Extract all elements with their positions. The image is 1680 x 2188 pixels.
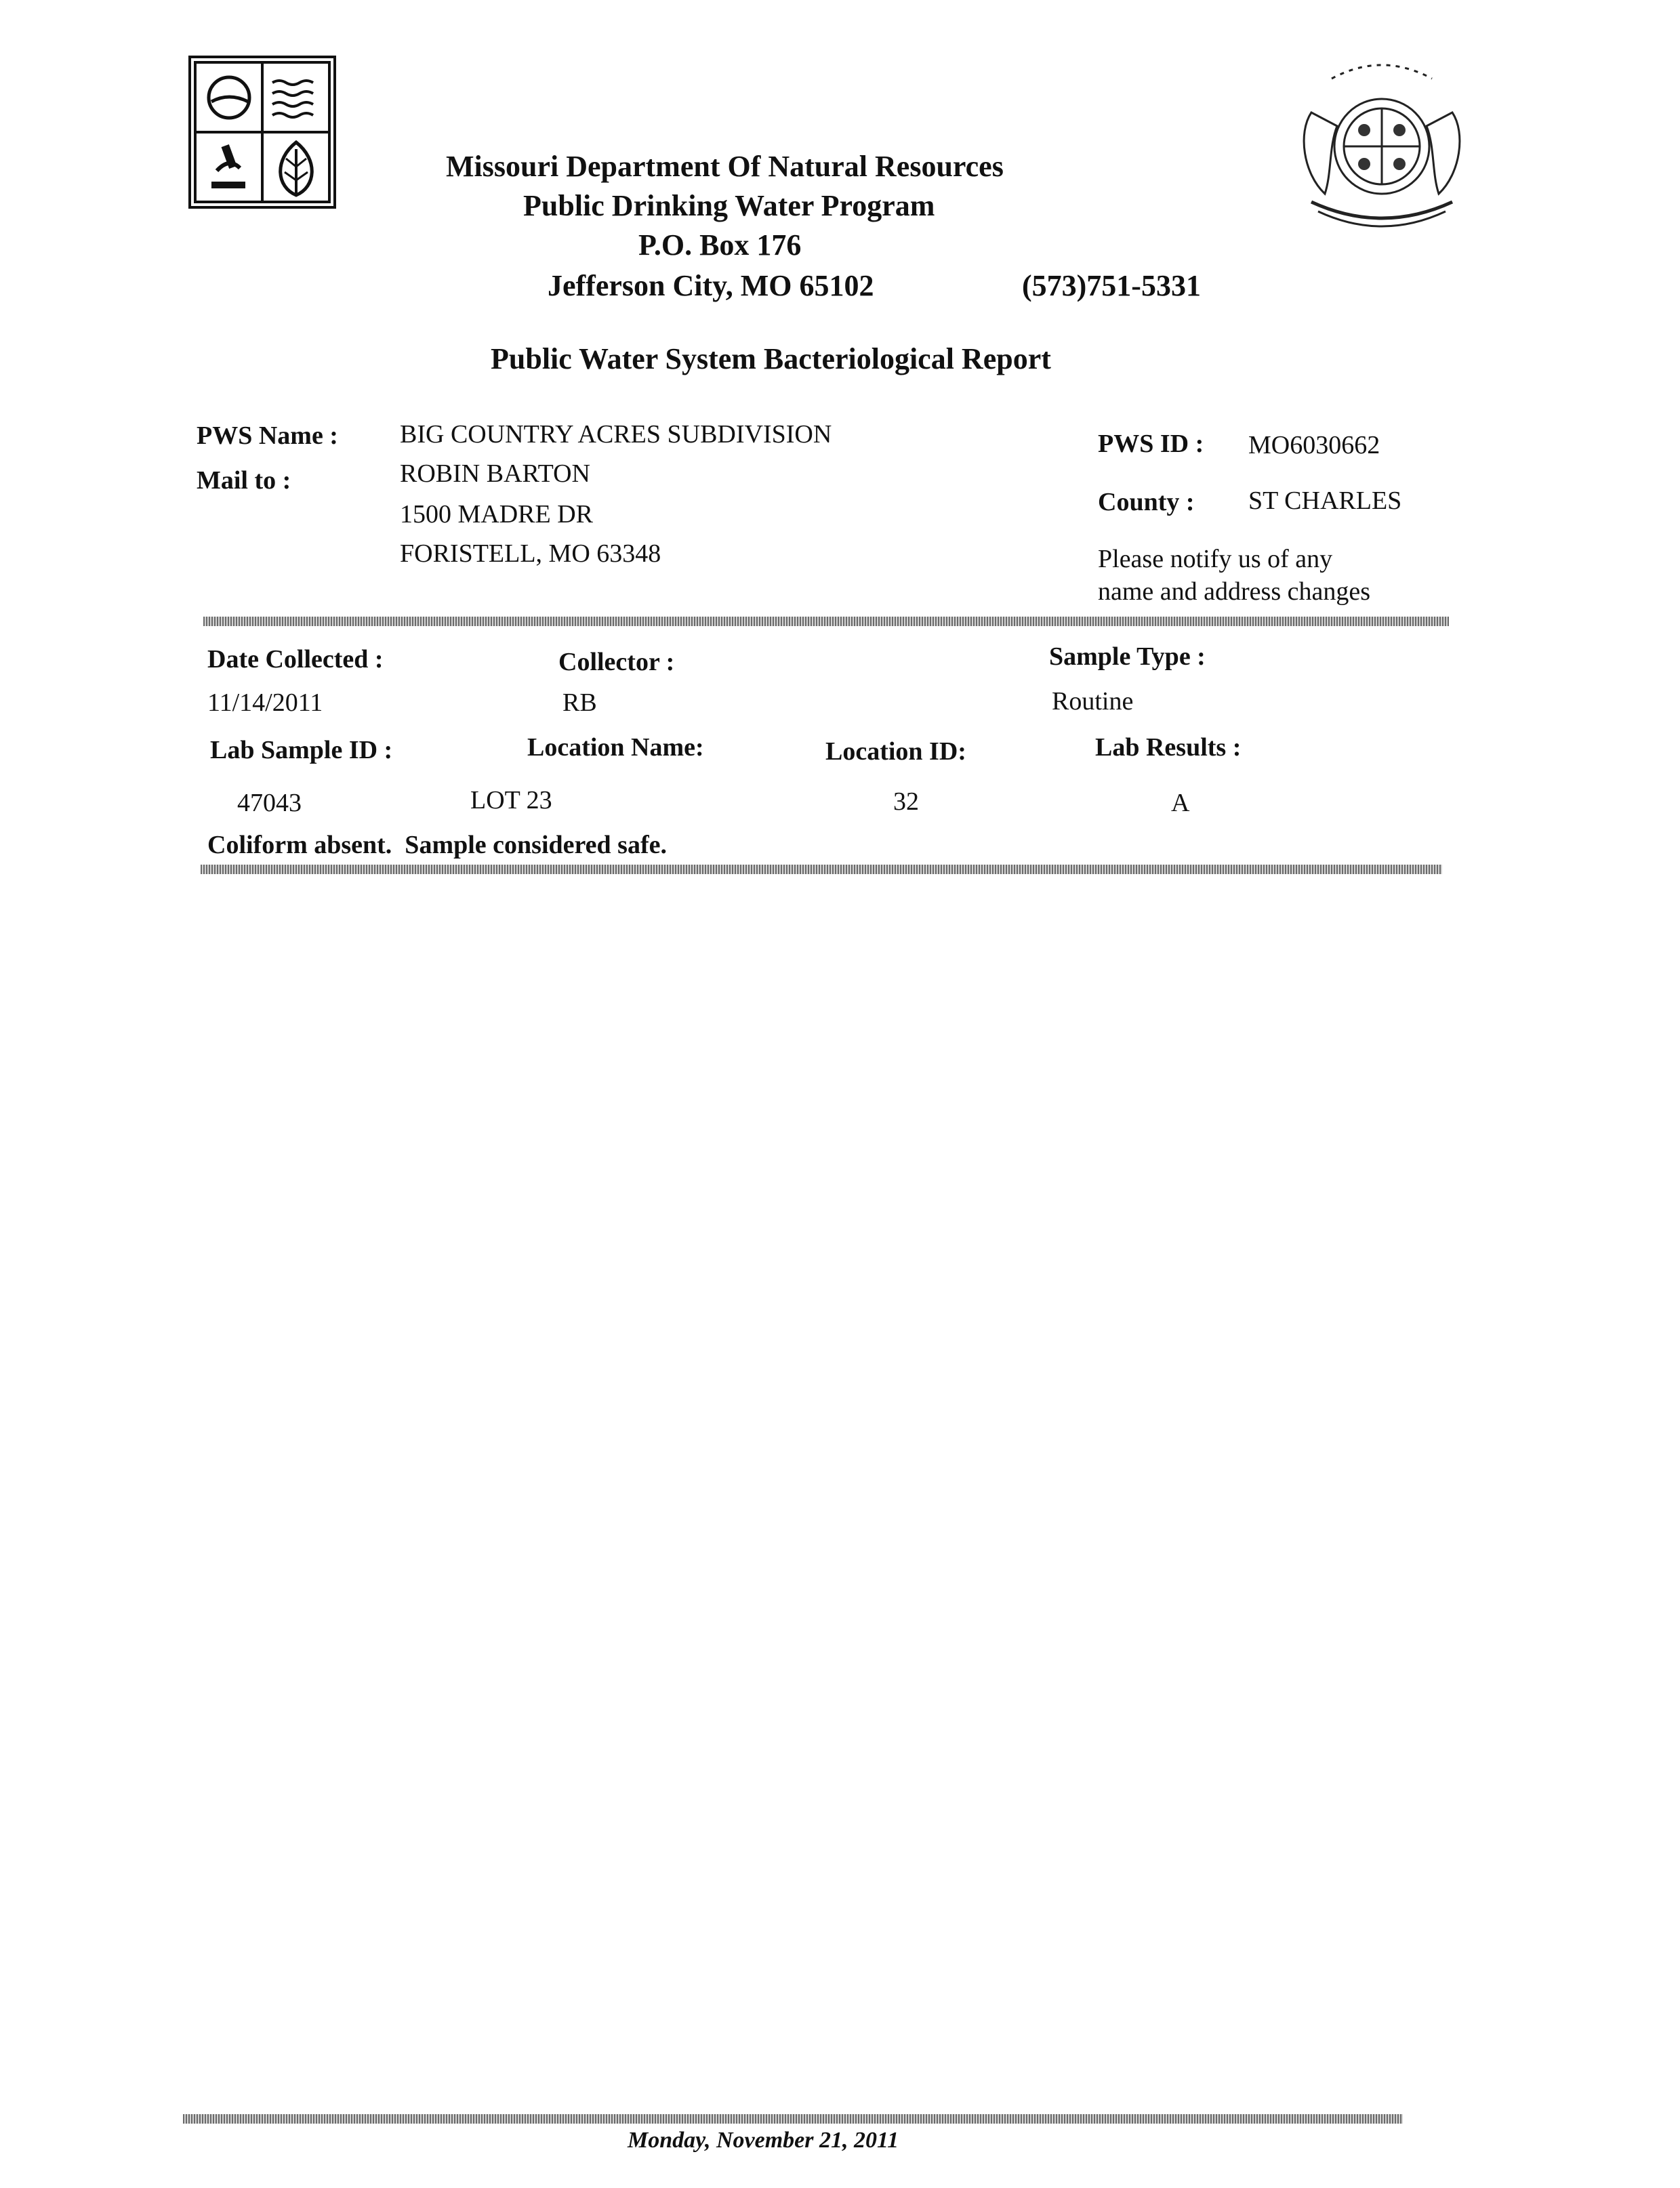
mail-to-label: Mail to :: [197, 466, 291, 495]
footer-date: Monday, November 21, 2011: [628, 2128, 899, 2153]
lab-sample-id-value: 47043: [237, 789, 302, 817]
location-id-value: 32: [893, 787, 919, 816]
result-note: Coliform absent. Sample considered safe.: [207, 831, 667, 859]
sample-type-label: Sample Type :: [1049, 642, 1206, 671]
pws-name-value: BIG COUNTRY ACRES SUBDIVISION: [400, 420, 832, 449]
mail-line-3: FORISTELL, MO 63348: [400, 539, 661, 568]
pws-name-label: PWS Name :: [197, 421, 338, 450]
lab-results-value: A: [1171, 789, 1190, 817]
notify-line-1: Please notify us of any: [1098, 545, 1333, 573]
program-name: Public Drinking Water Program: [523, 189, 935, 222]
location-id-label: Location ID:: [825, 737, 966, 766]
sample-type-value: Routine: [1052, 687, 1134, 716]
collector-label: Collector :: [558, 648, 675, 676]
dnr-logo: [188, 56, 336, 209]
lab-sample-id-label: Lab Sample ID :: [210, 736, 393, 764]
phone-number: (573)751-5331: [1022, 269, 1201, 302]
po-box: P.O. Box 176: [638, 228, 802, 262]
separator-rule-top: [203, 617, 1449, 626]
city-state-zip: Jefferson City, MO 65102: [548, 269, 874, 302]
mail-line-2: 1500 MADRE DR: [400, 500, 594, 529]
separator-rule-bottom: [201, 865, 1442, 874]
notify-line-2: name and address changes: [1098, 577, 1371, 606]
department-name: Missouri Department Of Natural Resources: [446, 150, 1004, 183]
footer-rule: [183, 2114, 1403, 2124]
mail-line-1: ROBIN BARTON: [400, 459, 590, 488]
date-collected-value: 11/14/2011: [207, 688, 323, 717]
missouri-state-seal: [1284, 51, 1479, 241]
county-label: County :: [1098, 488, 1195, 516]
pws-id-value: MO6030662: [1248, 431, 1380, 459]
location-name-value: LOT 23: [470, 786, 552, 814]
date-collected-label: Date Collected :: [207, 645, 384, 674]
location-name-label: Location Name:: [527, 733, 704, 762]
collector-value: RB: [562, 688, 597, 717]
county-value: ST CHARLES: [1248, 487, 1402, 515]
lab-results-label: Lab Results :: [1095, 733, 1242, 762]
dnr-logo-icon: [191, 58, 333, 206]
pws-id-label: PWS ID :: [1098, 430, 1204, 458]
report-title: Public Water System Bacteriological Report: [491, 342, 1051, 375]
state-seal-icon: [1284, 51, 1479, 241]
